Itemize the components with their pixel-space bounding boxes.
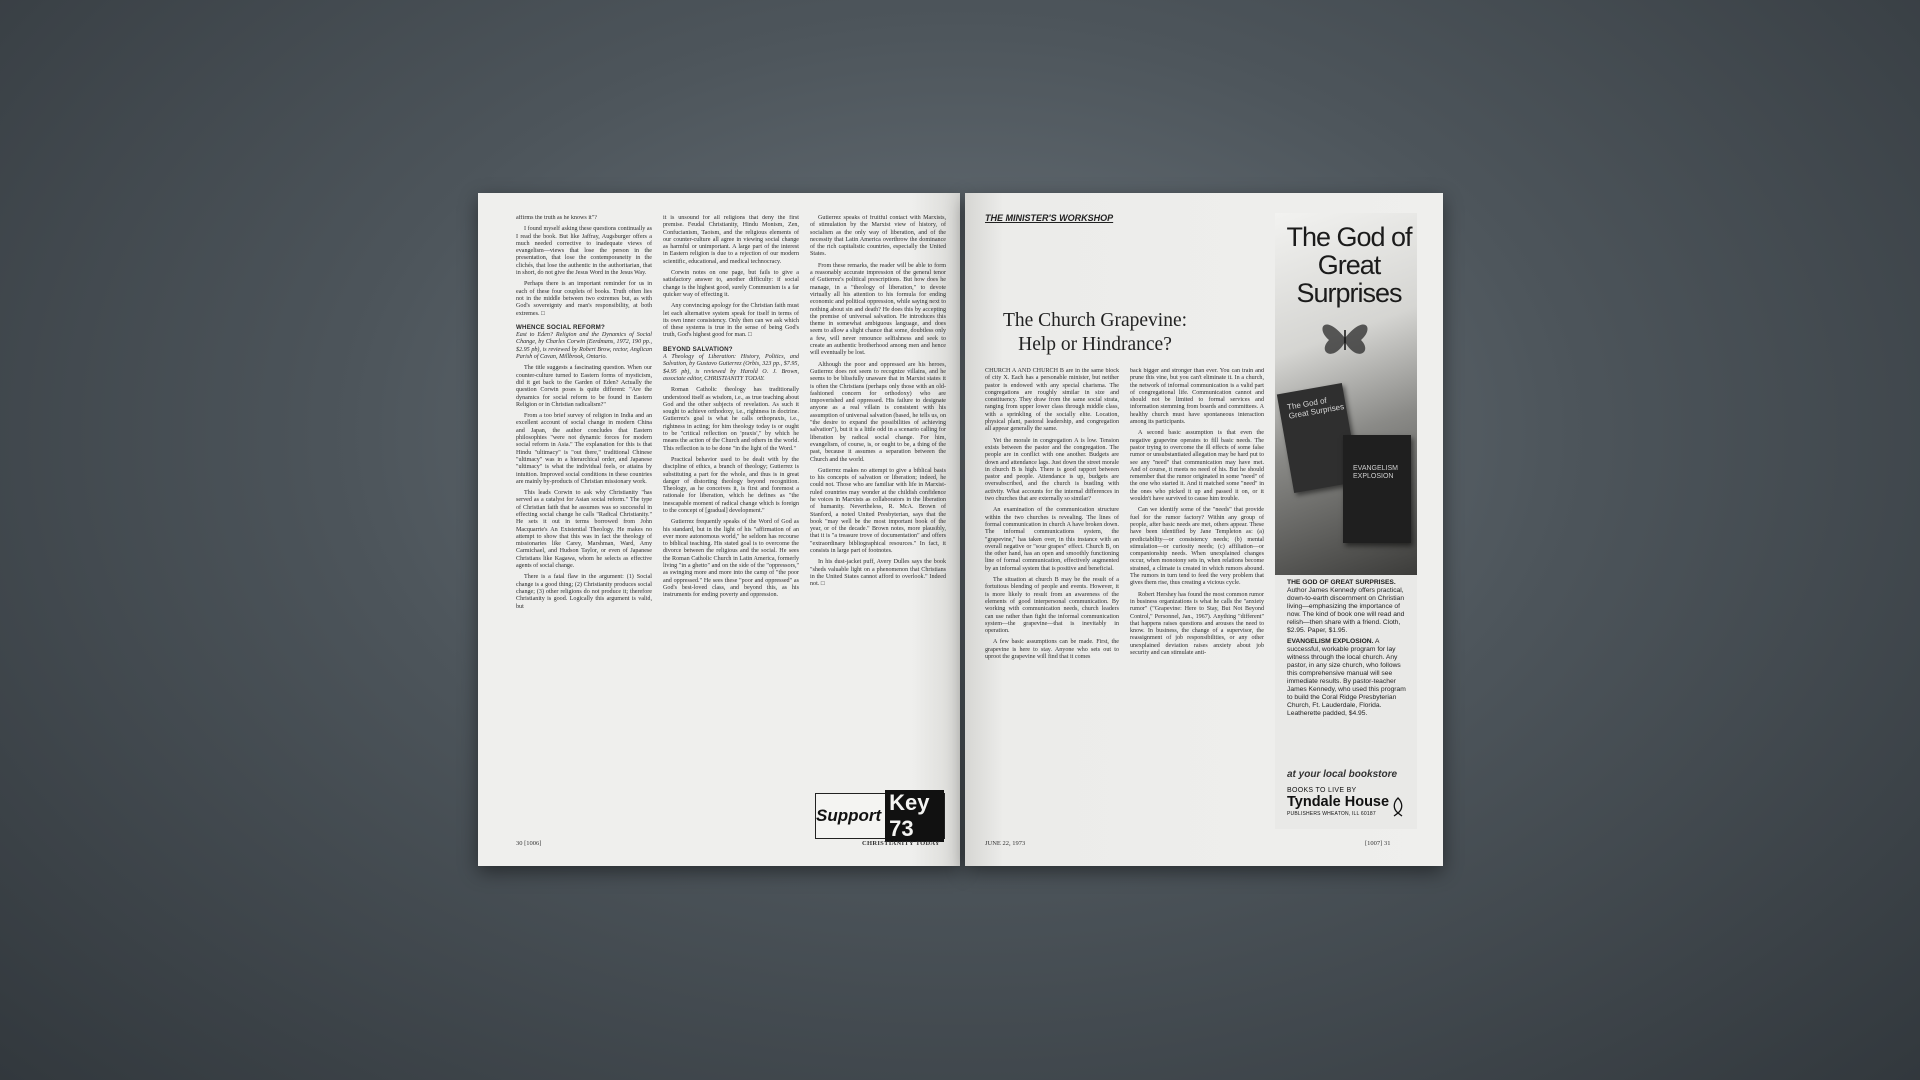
paragraph: Robert Hershey has found the most common rumor in business organizations is what he calls the "anxiety rumor" ("Grapevine: Here to Stay, But Not Beyond Control," Personnel, Jan., 1967). Anything "different" that happens raises questions and arouses the need to know. In business, the change of a supervisor, the reassignment of job responsibilities, or any other unexplained deviation raises anxiety about job security and can stimulate anti-	[1130, 591, 1264, 656]
ad-copy	[1287, 579, 1409, 721]
fish-icon	[1391, 797, 1405, 817]
paragraph: An examination of the communication structure within the two churches is revealing. The lines of formal communication in church A have broken down. The informal communications system, the "grapevine," has taken over, in this instance with an overall negative or "sour grapes" effect. Church B, on the other hand, has an open and smoothly functioning line of formal communication, effectively augmented by an informal system that is positive and beneficial.	[985, 507, 1119, 572]
review-credit: A Theology of Liberation: History, Politics, and Salvation, by Gustavo Gutierrez (Orbis, 323 pp., $7.95, $4.95 pb), is reviewed by Harold O. J. Brown, associate editor, CHRISTIANITY TODAY.	[663, 354, 799, 382]
paragraph: Practical behavior used to be dealt with by the discipline of ethics, a branch of theology; Gutierrez is substituting a part for the whole, and thus is in great danger of distorting theology beyond recognition. Theology, as he conceives it, is first and foremost a rationale for liberation, which he defines as "the inescapable moment of radical change which is foreign to the concept of [gradual] development."	[663, 456, 799, 514]
paragraph: back bigger and stronger than ever. You can train and prune this vine, but you can't eliminate it. In a church, the network of informal communication is a valid part of congregational life. Communication cannot and should not be limited to formal services and information stemming from boards and committees. A healthy church must have spontaneous interaction among its participants.	[1130, 368, 1264, 426]
title-line: The Church Grapevine:	[1002, 310, 1188, 331]
right-column-2	[1130, 368, 1264, 833]
page-number: 30 [1006]	[516, 840, 542, 847]
paragraph: From these remarks, the reader will be able to form a reasonably accurate impression of the general tenor of Gutierrez's political prescriptions. But how does he manage, in a "theology of liberation," to devote virtually all his attention to his formula for ending economic and political oppression, while saying next to nothing about sin and death? He does this by accepting the premise of universal salvation. He introduces this theme in somewhat ambiguous language, and does seem to allow a slight chance that some, doubtless only a few, will never renounce selfishness and seek to create an authentic brotherhood among men and hence will eventually be lost.	[810, 262, 946, 357]
tyndale-logo	[1287, 787, 1405, 827]
page-number: [1007] 31	[1365, 840, 1391, 847]
butterfly-icon	[1315, 308, 1375, 368]
title-line: Help or Hindrance?	[1018, 334, 1172, 355]
magazine-spread	[478, 193, 1443, 866]
paragraph: A few basic assumptions can be made. First, the grapevine is here to stay. Anyone who sets out to uproot the grapevine will find that it comes	[985, 639, 1119, 660]
right-page-footer	[965, 840, 1443, 850]
logo-tagline: BOOKS TO LIVE BY	[1287, 787, 1357, 794]
right-page	[965, 193, 1443, 866]
tyndale-book-ad	[1275, 213, 1417, 829]
ad-item-text: A successful, workable program for lay witness through the local church. Any pastor, in any size church, who follows this comprehensive manual will see immediate results. By pastor-teacher James Kennedy, who used this program to build the Coral Ridge Presbyterian Church, Ft. Lauderdale, Florida. Leatherette padded, $4.95.	[1287, 638, 1406, 717]
left-page	[478, 193, 960, 866]
article-title	[995, 309, 1195, 357]
paragraph: CHURCH A AND CHURCH B are in the same block of city X. Each has a personable minister, but neither pastor is endowed with any special charisma. The congregations are roughly similar in size and constituency. They draw from the same social strata, ranging from upper lower class through middle class, with a sprinkling of the socially elite. Location, physical plant, pastoral leadership, and congregation all appear generally the same.	[985, 368, 1119, 433]
paragraph: Perhaps there is an important reminder for us in each of these four couplets of books. Truth often lies not in the middle between two extremes but, as with God's sovereignty and man's responsibility, at both extremes. □	[516, 281, 652, 317]
paragraph: From a too brief survey of religion in India and an excellent account of social change in modern China and Japan, the author concludes that Eastern philosophies "were not dynamic forces for modern social reform in Asia." The explanation for this is that Hindu "ultimacy" is "out there," traditional Chinese "ultimacy" was in a hierarchical order, and Japanese "ultimacy" is what the individual feels, or attains by intuition. Improved social conditions in these countries are mainly by-products of Christian missionary work.	[516, 413, 652, 485]
review-credit: East to Eden? Religion and the Dynamics of Social Change, by Charles Corwin (Eerdmans, 1972, 190 pp., $2.95 pb), is reviewed by Robert Brow, rector, Anglican Parish of Cavan, Millbrook, Ontario.	[516, 332, 652, 361]
paragraph: Yet the morale in congregation A is low. Tension exists between the pastor and the congregation. The people are in conflict with one another. Budgets are down and attendance lags. Just down the street morale in church B is high. There is good rapport between pastor and people. Attendance is up, budgets are oversubscribed, and the church is bustling with activity. What accounts for the internal differences in two churches that are externally so similar?	[985, 437, 1119, 503]
paragraph: In his dust-jacket puff, Avery Dulles says the book "sheds valuable light on a phenomenon that Christians in the United States cannot afford to overlook." Indeed not. □	[810, 559, 946, 588]
paragraph: The title suggests a fascinating question. When our counter-culture turned to Eastern forms of mysticism, did it get back to the Garden of Eden? Actually the question Corwin poses is quite different: "Are the dynamics for social reform to be found in Eastern Religion or in Christian radicalism?"	[516, 365, 652, 408]
paragraph: The situation at church B may be the result of a fortuitous blending of people and events. However, it is more likely to result from an awareness of the elements of good interpersonal communication. By working with communication needs, church leaders can use rather than fight the informal communication system—the grapevine—that is inevitably in operation.	[985, 577, 1119, 635]
logo-name: Tyndale House	[1287, 794, 1390, 810]
right-column-1	[985, 368, 1119, 833]
paragraph: Gutierrez speaks of fruitful contact with Marxists, of stimulation by the Marxist view of history, of socialism as the only way of liberation, and of the necessity that Latin America overthrow the dominance of the rich capitalistic countries, especially the United States.	[810, 215, 946, 258]
ad-item-text: Author James Kennedy offers practical, down-to-earth discernment on Christian living—emphasizing the importance of now. The kind of book one will read and relish—then share with a friend. Cloth, $2.95. Paper, $1.95.	[1287, 587, 1405, 634]
ad-headline: The God of Great Surprises	[1286, 222, 1412, 308]
issue-date: JUNE 22, 1973	[985, 840, 1026, 847]
left-page-footer	[478, 840, 960, 850]
paragraph: A second basic assumption is that even the negative grapevine operates to fill basic needs. The pastor trying to overcome the ill effects of some false rumor or unsubstantiated allegation may be hard put to see any "need" that communication may have met. And of course, it meets no need of his. But he should remember that the rumor originated in some "need" of the one who started it. And it matched some "need" in the ones who picked it up and passed it on, or it wouldn't have survived to cause him trouble.	[1130, 430, 1264, 503]
logo-address: PUBLISHERS WHEATON, ILL 60187	[1287, 811, 1376, 817]
paragraph: I found myself asking these questions continually as I read the book. But like Jaffray, Augsburger offers a much needed corrective to inadequate views of evangelism—views that lose the person in the presentation, that lose the contemporaneity in the clichés, that lose the authentic in the authoritarian, that in short, do not give the Jesus Word in the Jesus Way.	[516, 226, 652, 277]
paragraph: Roman Catholic theology has traditionally understood itself as wisdom, i.e., as true teaching about God and the other subjects of revelation. As such it sought to achieve orthodoxy, i.e., rightness in doctrine. Gutierrez's goal is what he calls orthopraxis, i.e., rightness in acting; for him theology today is or ought to be "critical reflection on 'praxis'," by which he means the action of the Church and others in the world. This reflection is to be done "in the light of the Word."	[663, 387, 799, 452]
book-title: The God of Great Surprises	[1286, 395, 1345, 421]
paragraph: it is unsound for all religions that deny the first premise. Feudal Christianity, Hindu Monism, Zen, Confucianism, Taoism, and the religious elements of our counter-culture all agree in viewing social change as harmful or unimportant. A large part of the interest in Eastern religion is due to a rejection of our modern scientific, educational, and medical technocracy.	[663, 215, 799, 265]
banner-support-text: Support	[816, 806, 882, 825]
paragraph: Gutierrez makes no attempt to give a biblical basis to his concepts of salvation or liberation; indeed, he could not. Those who are familiar with life in Marxist-ruled countries may wonder at the childish confidence he voices in Marxists as collaborators in the liberation of humanity. Nevertheless, R. McA. Brown of Stanford, a noted United Presbyterian, says that the book "may well be the most important book of the year, or of the decade." Brown notes, more plausibly, that it is "a treasure trove of documentation" and offers "extraordinary bibliographical resources." In fact, it consists in large part of footnotes.	[810, 467, 946, 555]
paragraph: Although the poor and oppressed are his heroes, Gutierrez does not seem to recognize villains, and he seems to be blissfully unaware that in Marxist states it is often the Christians (perhaps only those with an old-fashioned concern for orthodoxy) who are impoverished and oppressed. His failure to designate anyone as a real villain is consistent with his assumption of universal salvation (based, he tells us, on "the desire to expand the possibilities of achieving salvation"), but it is a little odd in a scenario calling for liberation by radical social change. For him, evangelism, of course, is, or ought to be, a thing of the past, because it assumes a separation between the Church and the world.	[810, 361, 946, 463]
book-title: EVANGELISM EXPLOSION	[1353, 465, 1398, 480]
ad-item-title: THE GOD OF GREAT SURPRISES.	[1287, 579, 1396, 586]
section-heading: WHENCE SOCIAL REFORM?	[516, 323, 605, 331]
left-column-3	[810, 215, 946, 810]
book-cover-evangelism-explosion	[1343, 435, 1411, 543]
paragraph: There is a fatal flaw in the argument: (1) Social change is a good thing; (2) Christianity produces social change; (3) other religions do not produce it; therefore Christianity is good. Logically this argument is valid, but	[516, 574, 652, 610]
left-column-2	[663, 215, 799, 825]
paragraph: Any convincing apology for the Christian faith must let each alternative system speak for itself in terms of its own inner consistency. Only then can we ask which of these systems is true in the sense of being God's truth, God's highest good for man. □	[663, 303, 799, 339]
left-column-1	[516, 215, 652, 825]
paragraph: Gutierrez frequently speaks of the Word of God as his standard, but in the light of his "affirmation of an ever more autonomous world," he seldom has recourse to biblical teaching. His stated goal is to overcome the divorce between the religious and the social. He sees the Roman Catholic Church in Latin America, formerly living "in a ghetto" and on the side of the "oppressors," as swinging more and more into the camp of "the poor and oppressed." He sees these "poor and oppressed" as God's best-loved class, and beyond this, as his instruments for ending poverty and oppression.	[663, 519, 799, 599]
ad-local-bookstore: at your local bookstore	[1287, 769, 1398, 780]
paragraph: affirms the truth as he knows it"?	[516, 215, 597, 221]
support-key73-banner	[815, 790, 945, 841]
paragraph: This leads Corwin to ask why Christianity "has served as a catalyst for Asian social reform." The type of Christian faith that he assumes was so successful in effecting social change he calls "Radical Christianity." He sets it out in terms borrowed from John Macquarrie's An Existential Theology. He makes no attempt to show that this was in fact the theology of missionaries like Carey, Marshman, Ward, Amy Carmichael, and Hudson Taylor, or even of Japanese Christians like Kagawa, whom he selects as effective agents of social change.	[516, 490, 652, 570]
section-label: THE MINISTER'S WORKSHOP	[985, 213, 1114, 223]
magazine-name: CHRISTIANITY TODAY	[862, 840, 940, 847]
banner-key-text: Key 73	[885, 790, 944, 842]
paragraph: Corwin notes on one page, but fails to give a satisfactory answer to, another difficulty: if social change is the highest good, surely Communism is a far quicker way of effecting it.	[663, 270, 799, 298]
section-heading: BEYOND SALVATION?	[663, 345, 733, 353]
ad-item-title: EVANGELISM EXPLOSION.	[1287, 638, 1374, 645]
paragraph: Can we identify some of the "needs" that provide fuel for the rumor factory? Within any group of people, after basic needs are met, others appear. These have been identified by Jane Templeton as: (a) predictability—or consistency needs; (b) mental stimulation—or curiosity needs; (c) affiliation—or companionship needs. When unexplained changes occur, when monotony sets in, when relations become strained, a climate is created in which rumors abound. The rumors in turn tend to feed the very problem that gives them rise, thus creating a vicious cycle.	[1130, 507, 1264, 587]
